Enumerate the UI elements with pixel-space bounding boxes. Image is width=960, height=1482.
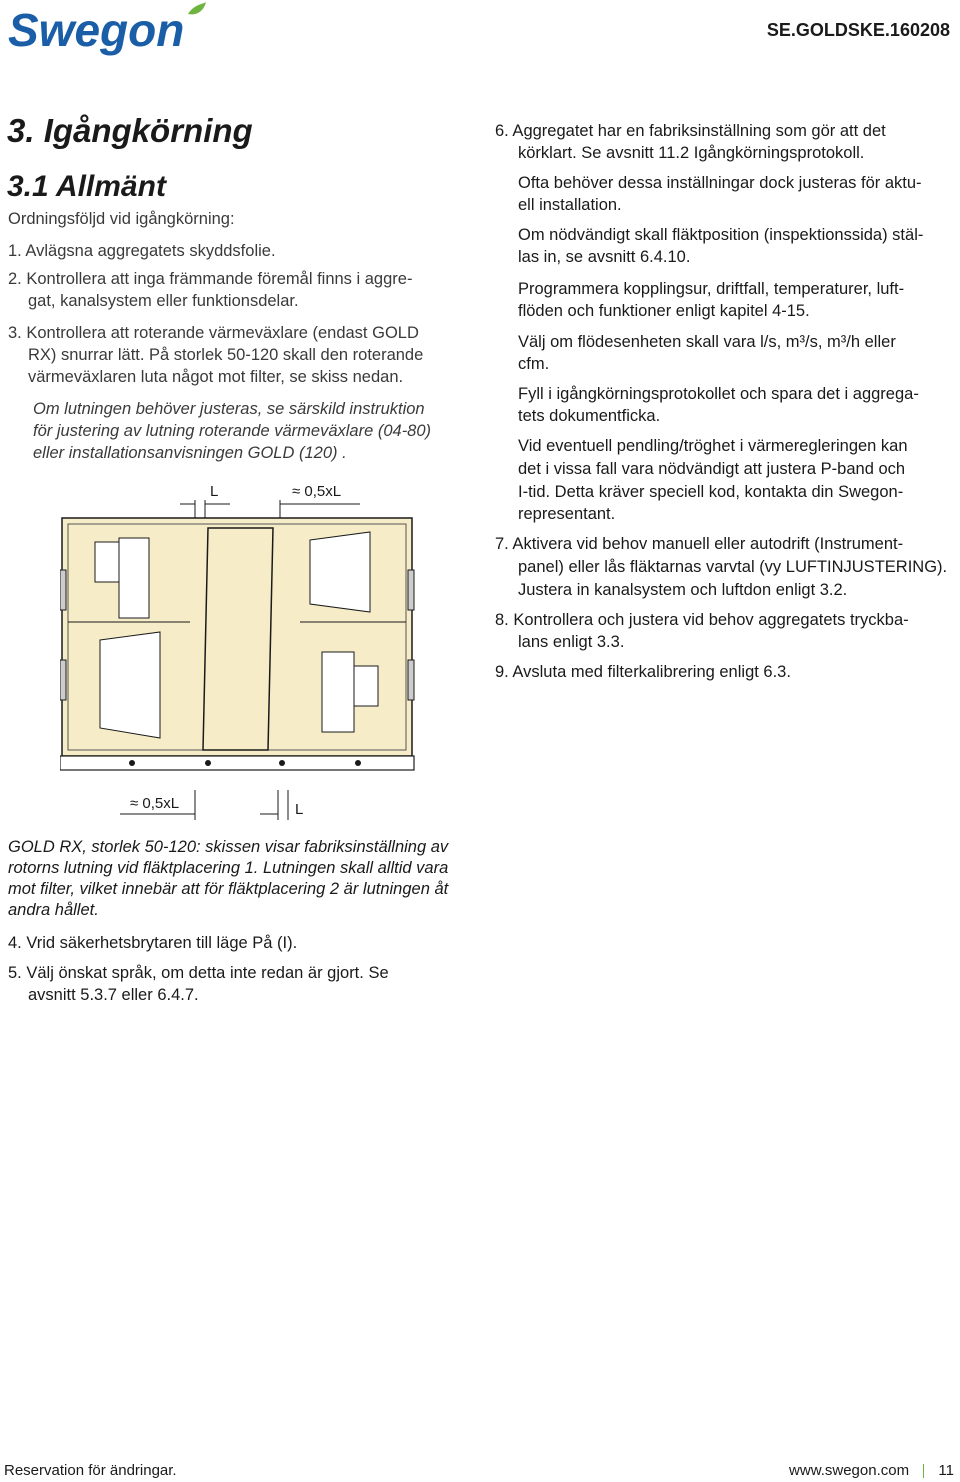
para-3-line1: Programmera kopplingsur, driftfall, temperaturer, luft- [518,280,905,298]
list-item-7-line2: panel) eller lås fläktarnas varvtal (vy LUFTINJUSTERING). [518,558,948,576]
para-6-line4: representant. [518,505,616,523]
para-3-line2: flöden och funktioner enligt kapitel 4-15. [518,302,810,320]
para-5-line1: Fyll i igångkörningsprotokollet och spara det i aggrega- [518,385,919,403]
top-dimension-lines [180,500,360,518]
list-item-5-line2: avsnitt 5.3.7 eller 6.4.7. [28,986,199,1004]
fan-bottom-right [322,652,354,732]
list-item-1: 1. Avlägsna aggregatets skyddsfolie. [8,242,276,260]
footer-divider [923,1464,924,1478]
caption-line3: mot filter, vilket innebär att för fläktplacering 2 är lutningen åt [8,880,449,898]
bottom-dimension [120,790,340,826]
footer-url[interactable]: www.swegon.com [789,1462,910,1479]
section-heading: 3.1 Allmänt [7,170,166,203]
list-item-3-line2: RX) snurrar lätt. På storlek 50-120 skall den roterande [28,346,424,364]
para-1-line1: Ofta behöver dessa inställningar dock justeras för aktu- [518,174,922,192]
note-line2: för justering av lutning roterande värmeväxlare (04-80) [33,422,432,440]
list-item-2-line1: 2. Kontrollera att inga främmande föremål finns i aggre- [8,270,413,288]
rotor [203,528,273,750]
list-item-9: 9. Avsluta med filterkalibrering enligt 6.3. [495,663,791,681]
motor-bottom-right [354,666,378,706]
para-4-line2: cfm. [518,355,550,373]
list-item-3-line3: värmeväxlaren luta något mot filter, se skiss nedan. [28,368,404,386]
list-item-8-line2: lans enligt 3.3. [518,633,625,651]
page-title: 3. Igångkörning [7,112,253,149]
note-line3: eller installationsanvisningen GOLD (120) . [33,444,347,462]
footer-right [789,1462,954,1479]
list-item-6-line1: 6. Aggregatet har en fabriksinställning som gör att det [495,122,886,140]
note-line1: Om lutningen behöver justeras, se särskild instruktion [33,400,425,418]
page-number: 11 [938,1462,954,1479]
list-item-7-line3: Justera in kanalsystem och luftdon enligt 3.2. [518,581,848,599]
para-4-line1: Välj om flödesenheten skall vara l/s, m³/s, m³/h eller [518,333,896,351]
para-2-line2: las in, se avsnitt 6.4.10. [518,248,691,266]
list-item-7-line1: 7. Aktivera vid behov manuell eller autodrift (Instrument- [495,535,904,553]
caption-line1: GOLD RX, storlek 50-120: skissen visar fabriksinställning av [8,838,449,856]
motor-top-left [95,542,119,582]
list-item-6-line2: körklart. Se avsnitt 11.2 Igångkörningsprotokoll. [518,144,865,162]
filter-bottom-left [100,632,160,738]
filter-top-right [310,532,370,612]
list-item-2-line2: gat, kanalsystem eller funktionsdelar. [28,292,299,310]
caption-line2: rotorns lutning vid fläktplacering 1. Lutningen skall alltid vara [8,859,449,877]
list-item-4: 4. Vrid säkerhetsbrytaren till läge På (I). [8,934,298,952]
para-2-line1: Om nödvändigt skall fläktposition (inspektionssida) stäl- [518,226,924,244]
rotor-tilt-diagram [60,470,480,830]
fan-top-left [119,538,149,618]
unit-sketch [60,470,480,830]
logo-text: Swegon [8,4,185,56]
top-label-half: ≈ 0,5xL [292,483,342,500]
swegon-logo [8,0,208,58]
footer-reservation: Reservation för ändringar. [4,1462,177,1479]
para-1-line2: ell installation. [518,196,622,214]
caption-line4: andra hållet. [8,901,99,919]
para-6-line2: det i vissa fall vara nödvändigt att justera P-band och [518,460,906,478]
bottom-label-half: ≈ 0,5xL [130,795,180,812]
para-6-line3: I-tid. Detta kräver speciell kod, kontakta din Swegon- [518,483,904,501]
list-item-5-line1: 5. Välj önskat språk, om detta inte redan är gjort. Se [8,964,389,982]
top-label-l: L [210,483,219,500]
intro-text: Ordningsföljd vid igångkörning: [8,210,235,228]
para-5-line2: tets dokumentficka. [518,407,661,425]
bottom-label-l: L [295,801,304,818]
leaf-icon [188,2,206,14]
list-item-3-line1: 3. Kontrollera att roterande värmeväxlare (endast GOLD [8,324,419,342]
document-code: SE.GOLDSKE.160208 [766,20,950,40]
list-item-8-line1: 8. Kontrollera och justera vid behov aggregatets tryckba- [495,611,909,629]
para-6-line1: Vid eventuell pendling/tröghet i värmeregleringen kan [518,437,908,455]
